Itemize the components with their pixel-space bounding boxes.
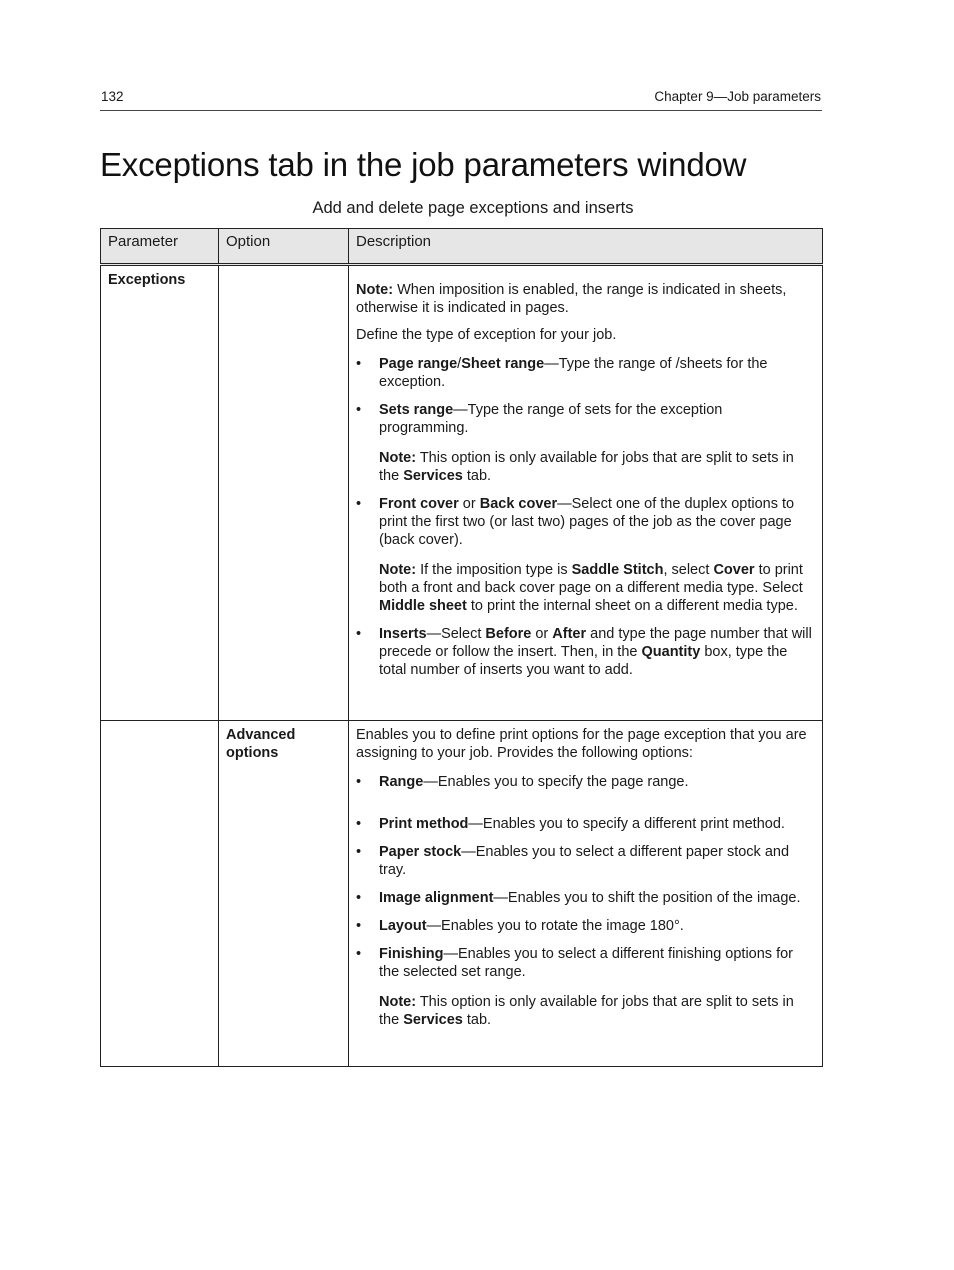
list-item: • Print method—Enables you to specify a different print method. — [356, 816, 785, 832]
note-paragraph: Note: This option is only available for jobs that are split to sets in the Services tab. — [379, 450, 794, 484]
table-header-row — [101, 229, 823, 265]
bullet-icon: • — [356, 844, 362, 860]
intro-paragraph: Define the type of exception for your job. — [356, 327, 617, 343]
intro-paragraph: Enables you to define print options for the page exception that you are assigning to your job. Provides the following options: — [356, 727, 807, 761]
parameter-cell — [101, 721, 219, 1067]
option-name: Advanced options — [226, 727, 296, 761]
list-item: • Front cover or Back cover—Select one of the duplex options to print the first two (or last two) pages of the job as the cover page (back cover). — [356, 496, 795, 548]
column-header-option: Option — [219, 229, 349, 265]
bullet-icon: • — [356, 774, 362, 790]
list-item: • Inserts—Select Before or After and type the page number that will precede or follow the insert. Then, in the Quantity box, type the total number of inserts you want to add. — [356, 626, 812, 678]
note-paragraph: Note: This option is only available for jobs that are split to sets in the Services tab. — [379, 994, 794, 1028]
description-cell — [349, 265, 823, 721]
option-cell — [219, 721, 349, 1067]
bullet-icon: • — [356, 946, 362, 962]
table-caption: Add and delete page exceptions and inserts — [312, 199, 634, 217]
bullet-icon: • — [356, 626, 362, 642]
list-item: • Finishing—Enables you to select a different finishing options for the selected set range. — [356, 946, 793, 980]
page-title: Exceptions tab in the job parameters window — [100, 146, 747, 183]
bullet-icon: • — [356, 496, 362, 512]
column-header-parameter: Parameter — [101, 229, 219, 265]
list-item: • Range—Enables you to specify the page range. — [356, 774, 689, 790]
bullet-icon: • — [356, 402, 362, 418]
note-paragraph: Note: If the imposition type is Saddle Stitch, select Cover to print both a front and back cover page on a different media type. Select Middle sheet to print the internal sheet on a different media type. — [379, 562, 803, 614]
table-row — [101, 265, 823, 721]
bullet-icon: • — [356, 816, 362, 832]
parameter-cell — [101, 265, 219, 721]
table-row — [101, 721, 823, 1067]
bullet-icon: • — [356, 356, 362, 372]
column-header-description: Description — [349, 229, 823, 265]
page-number: 132 — [101, 89, 124, 104]
parameter-name: Exceptions — [108, 272, 186, 288]
list-item: • Page range/Sheet range—Type the range of /sheets for the exception. — [356, 356, 768, 390]
list-item: • Image alignment—Enables you to shift the position of the image. — [356, 890, 801, 906]
list-item: • Layout—Enables you to rotate the image 180°. — [356, 918, 684, 934]
note-paragraph: Note: When imposition is enabled, the range is indicated in sheets, otherwise it is indicated in pages. — [356, 282, 787, 316]
chapter-title: Chapter 9—Job parameters — [654, 89, 821, 104]
parameters-table — [100, 228, 823, 1067]
option-cell — [219, 265, 349, 721]
list-item: • Sets range—Type the range of sets for the exception programming. — [356, 402, 723, 436]
bullet-icon: • — [356, 890, 362, 906]
page-header — [100, 88, 822, 111]
description-cell — [349, 721, 823, 1067]
list-item: • Paper stock—Enables you to select a different paper stock and tray. — [356, 844, 790, 878]
bullet-icon: • — [356, 918, 362, 934]
